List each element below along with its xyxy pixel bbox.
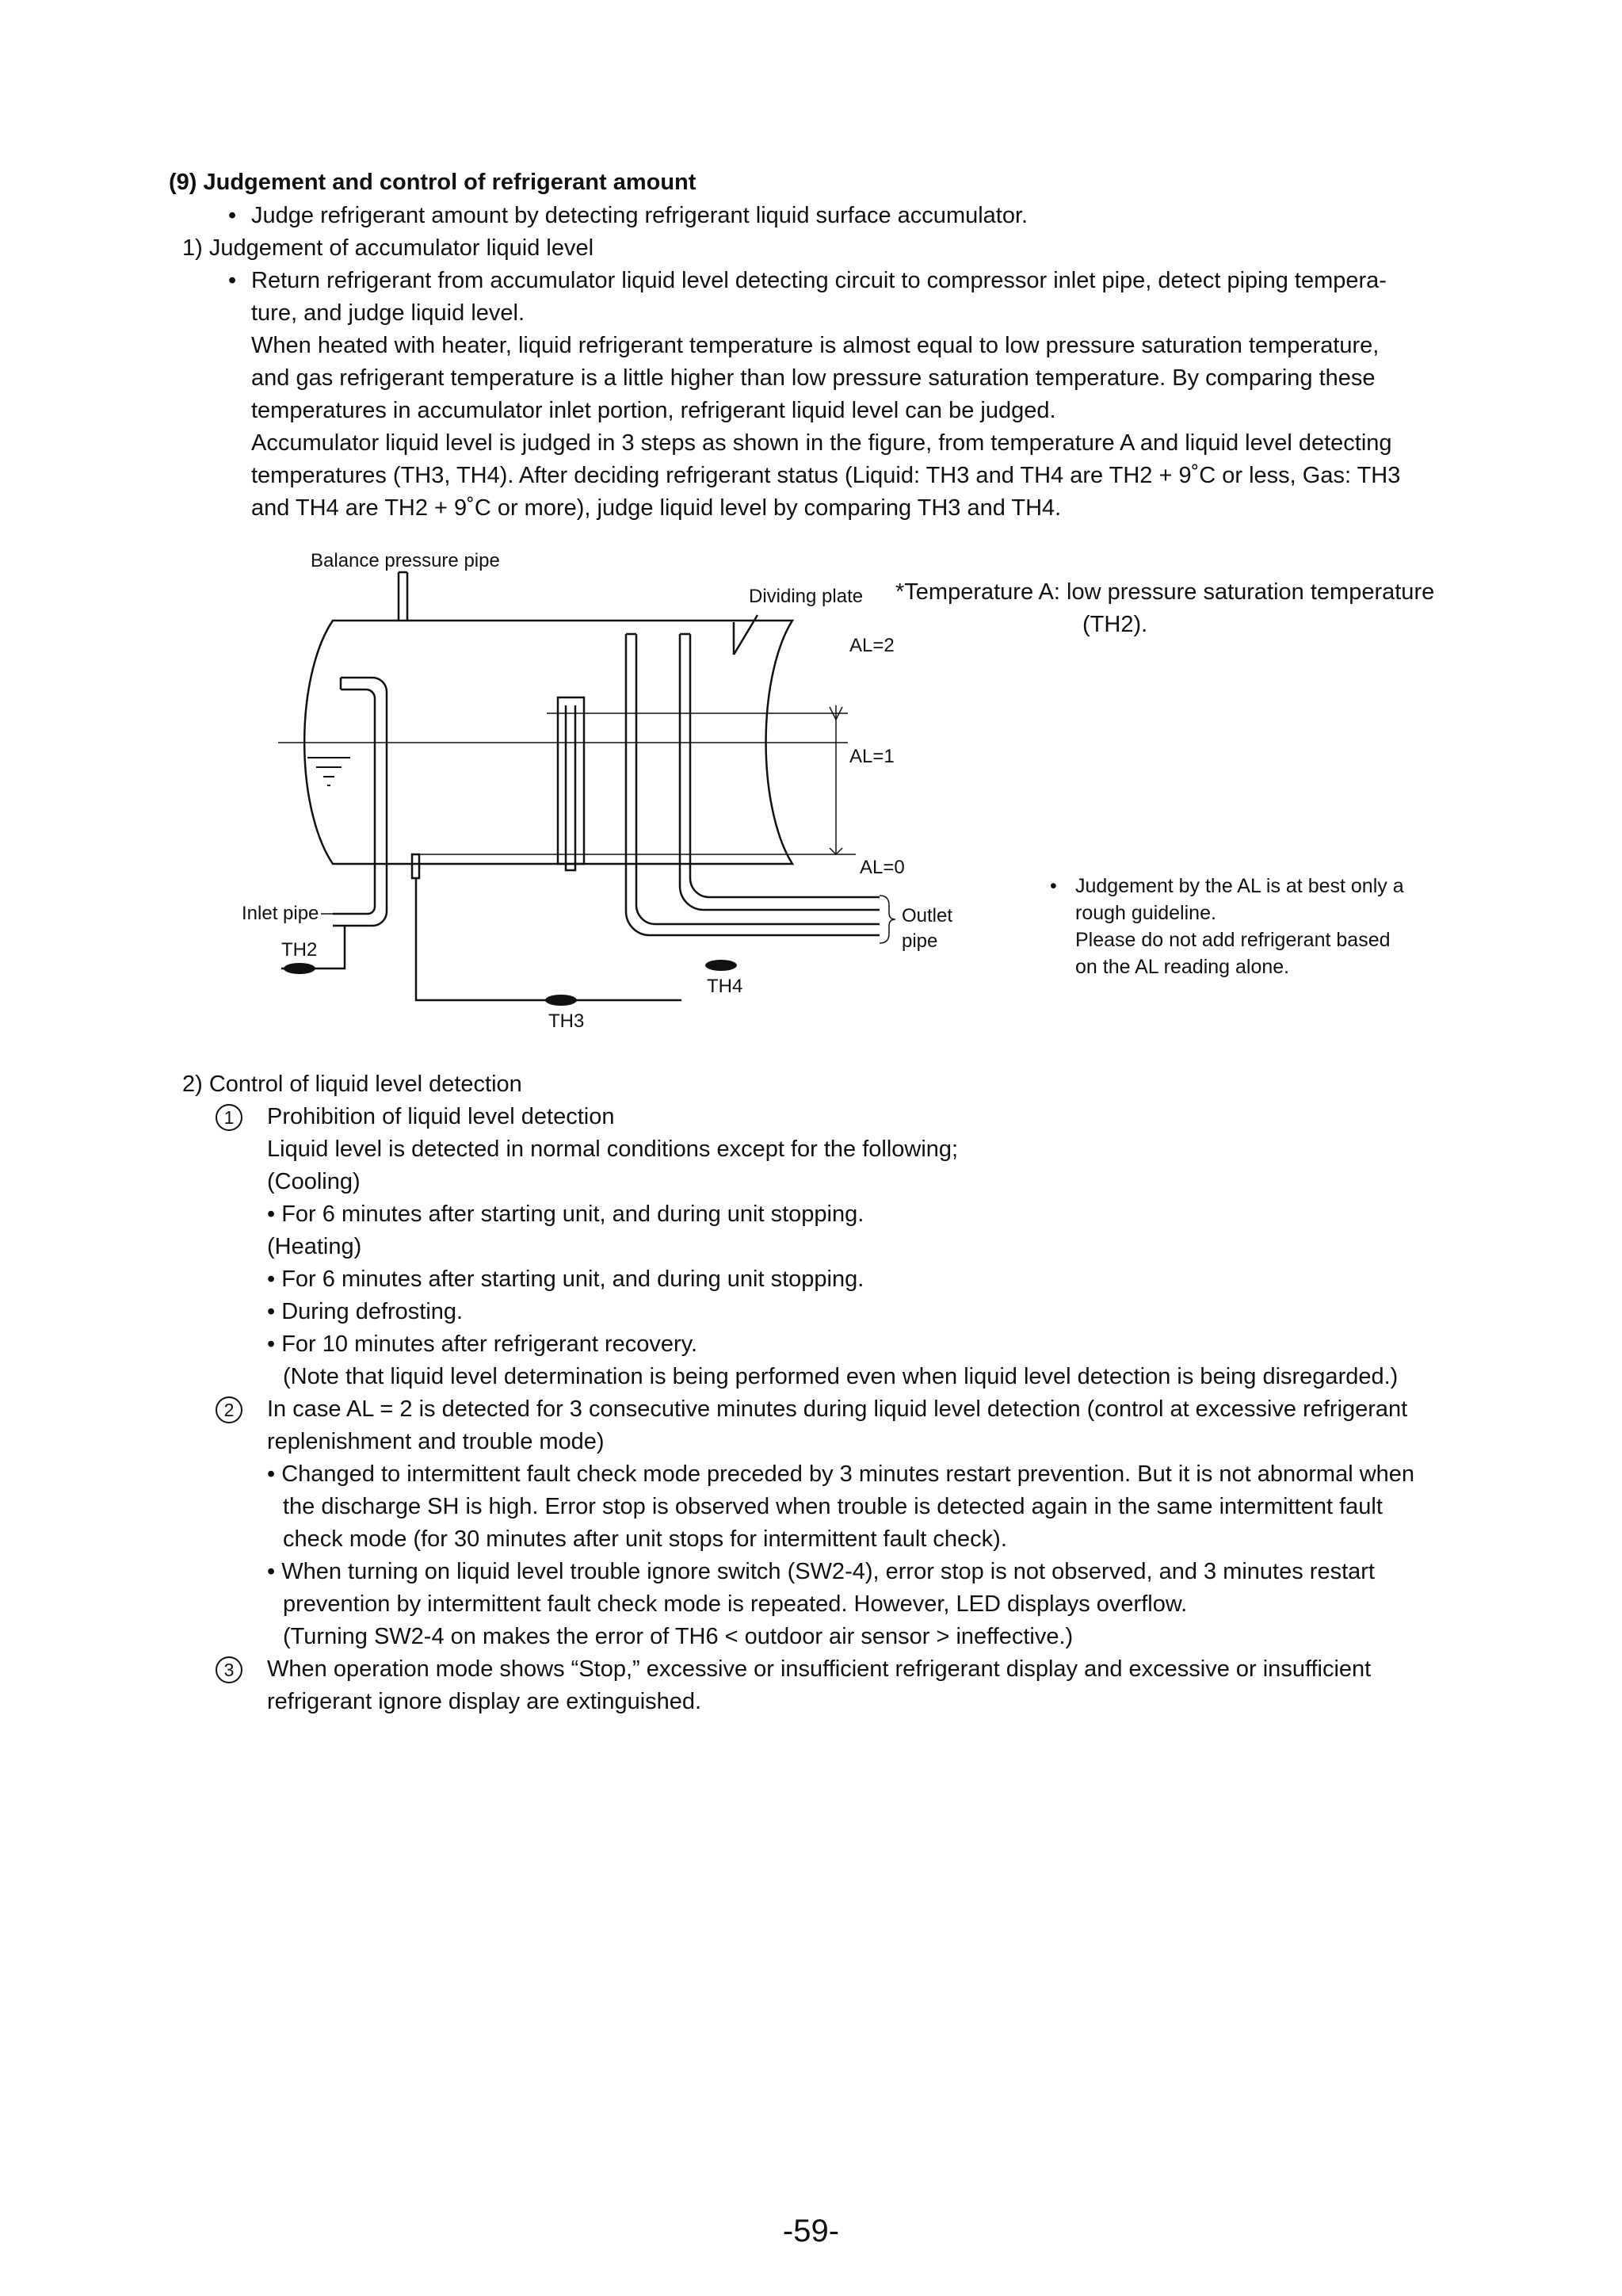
section-title: (9) Judgement and control of refrigerant amount [169,170,697,195]
th3-line [416,878,681,1000]
liquid-level-symbol [307,758,350,785]
outlet-brace [880,896,895,943]
item1-para-line: temperatures in accumulator inlet portion, refrigerant liquid level can be judged. [251,398,1056,423]
circled-number: 2 [216,1396,242,1423]
c1-line: (Cooling) [267,1169,361,1194]
outlet-pipe-2 [680,634,880,910]
accumulator-diagram [0,0,1622,1046]
intro-bullet-text: Judge refrigerant amount by detecting refrigerant liquid surface accumulator. [251,203,1029,228]
item1-para-line: and TH4 are TH2 + 9˚C or more), judge liquid level by comparing TH3 and TH4. [251,495,1062,521]
item1-para-line: Accumulator liquid level is judged in 3 steps as shown in the figure, from temperature A and liquid level detecting [251,430,1392,456]
c3-line: refrigerant ignore display are extinguished. [267,1689,702,1714]
c3-line: When operation mode shows “Stop,” excessive or insufficient refrigerant display and excessive or insufficient [267,1656,1372,1682]
item1-para-line: When heated with heater, liquid refrigerant temperature is almost equal to low pressure saturation temperature, [251,333,1380,358]
balance-pressure-pipe [399,572,407,621]
item1-bullet-line: Return refrigerant from accumulator liquid level detecting circuit to compressor inlet pipe, detect piping tempera- [251,268,1387,293]
c2-line: In case AL = 2 is detected for 3 consecutive minutes during liquid level detection (control at excessive refrigerant [267,1396,1408,1422]
th2-label: TH2 [281,939,318,961]
circled-number: 3 [216,1656,242,1683]
item1-bullet-line: ture, and judge liquid level. [251,300,525,326]
th4-sensor [705,960,737,971]
th4-label: TH4 [707,976,743,997]
al0-label: AL=0 [860,857,905,878]
c1-line: • During defrosting. [267,1299,464,1324]
c2-bullet2-line: prevention by intermittent fault check mode is repeated. However, LED displays overflow. [283,1591,1188,1617]
bullet-dot: • [228,203,237,228]
c1-line: • For 10 minutes after refrigerant recovery. [267,1331,698,1357]
balance-pipe-label: Balance pressure pipe [311,550,500,571]
guide-note-line: rough guideline. [1075,902,1216,924]
th2-sensor [284,963,315,974]
c2-line: replenishment and trouble mode) [267,1429,605,1454]
c1-line: • For 6 minutes after starting unit, and during unit stopping. [267,1266,864,1292]
dividing-plate-label: Dividing plate [749,586,864,607]
c1-line: • For 6 minutes after starting unit, and during unit stopping. [267,1201,864,1227]
c2-bullet1-line: the discharge SH is high. Error stop is observed when trouble is detected again in the same intermittent fault [283,1494,1383,1519]
temp-note-line1: *Temperature A: low pressure saturation temperature [895,579,1435,605]
th3-label: TH3 [548,1010,585,1032]
c1-title: Prohibition of liquid level detection [267,1104,615,1129]
item2-heading: 2) Control of liquid level detection [182,1072,522,1097]
circled-number: 1 [216,1104,242,1131]
bullet-dot: • [228,268,237,293]
guide-note-line: Judgement by the AL is at best only a [1075,875,1404,897]
th3-inlet-stub [412,854,419,878]
inlet-pipe [333,678,387,926]
temp-note-line2: (TH2). [1082,612,1148,637]
guide-note-bullet: • [1050,875,1057,897]
c1-note: (Note that liquid level determination is being performed even when liquid level detection is being disregarded.) [283,1364,1399,1389]
item1-para-line: and gas refrigerant temperature is a little higher than low pressure saturation temperature. By comparing these [251,365,1376,391]
c2-bullet1-line: check mode (for 30 minutes after unit stops for intermittent fault check). [283,1526,1007,1552]
al2-label: AL=2 [849,635,895,656]
page-number: -59- [782,2214,840,2248]
outlet-pipe-1 [626,634,880,935]
guide-note-line: Please do not add refrigerant based [1075,929,1391,951]
c2-bullet2-line: (Turning SW2-4 on makes the error of TH6 < outdoor air sensor > ineffective.) [283,1624,1074,1649]
outlet-label: Outlet [902,905,953,926]
item1-para-line: temperatures (TH3, TH4). After deciding refrigerant status (Liquid: TH3 and TH4 are TH2 + 9˚C or less, Gas: TH3 [251,463,1401,488]
al1-label: AL=1 [849,746,895,767]
c1-line: (Heating) [267,1234,362,1259]
item1-heading: 1) Judgement of accumulator liquid level [182,235,594,261]
inlet-pipe-label: Inlet pipe [242,903,319,924]
detection-tube [558,697,584,864]
outlet-pipe-label: pipe [902,930,938,952]
guide-note-line: on the AL reading alone. [1075,956,1290,978]
c1-line: Liquid level is detected in normal conditions except for the following; [267,1137,959,1162]
c2-bullet1-line: • Changed to intermittent fault check mode preceded by 3 minutes restart prevention. But it is not abnormal when [267,1461,1415,1487]
c2-bullet2-line: • When turning on liquid level trouble ignore switch (SW2-4), error stop is not observed, and 3 minutes restart [267,1559,1375,1584]
th3-sensor [545,995,577,1006]
